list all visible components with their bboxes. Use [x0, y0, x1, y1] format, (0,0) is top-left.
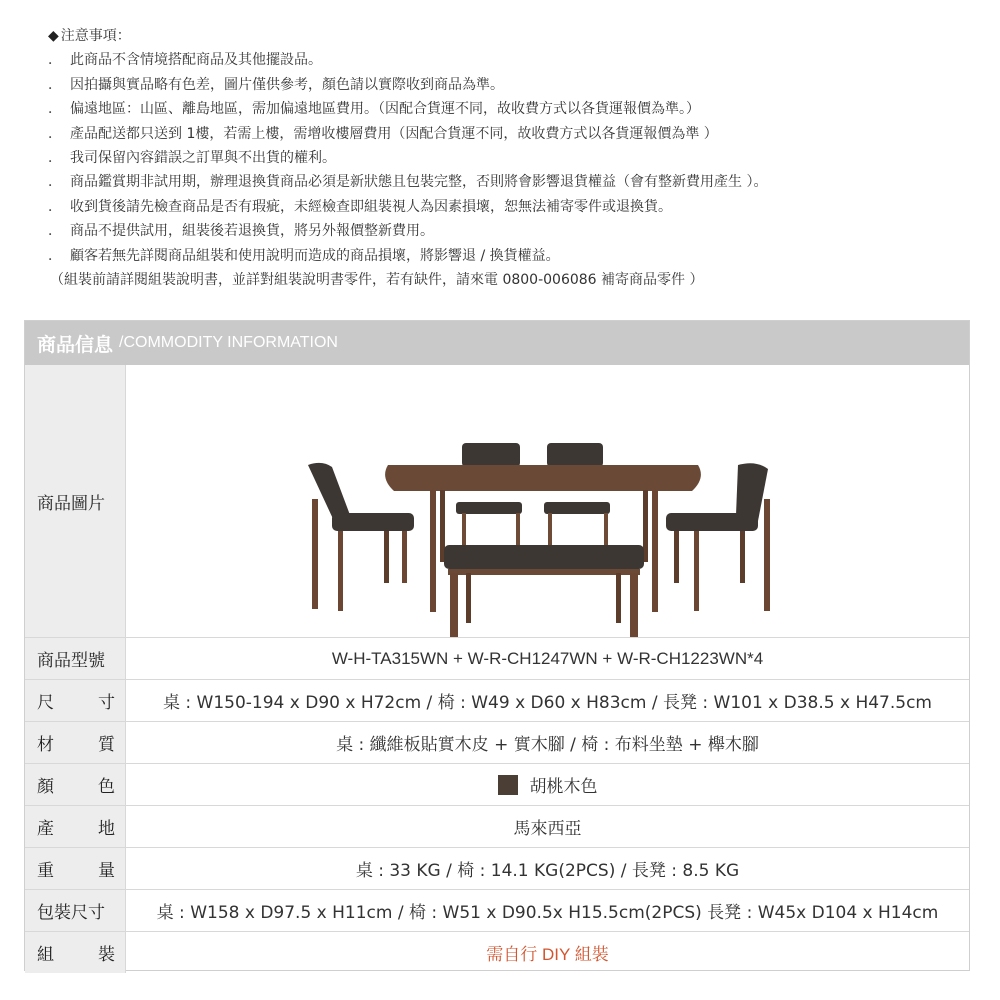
table-row: [25, 679, 969, 721]
color-name: 胡桃木色: [529, 777, 598, 797]
notes-item-text: 產品配送都只送到 1樓，若需上樓，需增收樓層費用（因配合貨運不同，故收費方式以各貨運報價為準 ）: [70, 125, 718, 142]
bullet: ．: [48, 76, 62, 93]
label-char: 質: [98, 735, 115, 755]
label-char: 寸: [98, 693, 115, 713]
bullet: ．: [48, 52, 62, 69]
bullet: ．: [48, 125, 62, 142]
product-image-row: [25, 365, 969, 637]
table-title: 商品信息: [37, 333, 114, 356]
notes-item: [42, 219, 982, 243]
table-row: [25, 763, 969, 805]
label-char: 量: [98, 861, 115, 881]
table-row: [25, 847, 969, 889]
notes-item: [42, 73, 982, 97]
product-image: [126, 365, 970, 637]
origin-value: 馬來西亞: [513, 819, 582, 839]
label-char: 尺: [37, 693, 54, 713]
notes-item-text: 此商品不含情境搭配商品及其他擺設品。: [70, 52, 322, 69]
notes-section: [42, 24, 982, 292]
label-char: 產: [37, 819, 54, 839]
table-row: [25, 931, 969, 973]
notes-item: [42, 195, 982, 219]
notes-item-text: 收到貨後請先檢查商品是否有瑕疵，未經檢查即組裝視人為因素損壞，恕無法補寄零件或退換貨。: [70, 198, 672, 215]
row-label: [25, 806, 126, 847]
bullet: ．: [48, 247, 62, 264]
table-row: [25, 637, 969, 679]
label-char: 色: [98, 777, 115, 797]
diamond-icon: ◆: [48, 28, 59, 44]
bullet: ．: [48, 223, 62, 240]
label-char: 材: [37, 735, 54, 755]
package-size-value: 桌 : W158 x D97.5 x H11cm / 椅 : W51 x D90.5x H15.5cm(2PCS) 長凳 : W45x D104 x H14cm: [156, 903, 939, 923]
notes-item: [42, 146, 982, 170]
assembly-note: （組裝前請詳閱組裝說明書，並詳對組裝說明書零件，若有缺件，請來電 0800-006086 補寄商品零件 ）: [50, 272, 704, 289]
notes-item: [42, 244, 982, 268]
material-value: 桌 : 纖維板貼實木皮 + 實木腳 / 椅 : 布料坐墊 + 櫸木腳: [336, 735, 759, 755]
table-header: [25, 321, 969, 365]
assembly-value: 需自行 DIY 組裝: [486, 945, 609, 964]
notes-item-text: 偏遠地區：山區、離島地區，需加偏遠地區費用。（因配合貨運不同，故收費方式以各貨運報價為準。）: [70, 101, 700, 118]
dining-set-illustration: [126, 365, 970, 637]
table-row: [25, 805, 969, 847]
weight-value: 桌 : 33 KG / 椅 : 14.1 KG(2PCS) / 長凳 : 8.5 KG: [355, 861, 740, 881]
color-swatch: [498, 775, 518, 795]
table-row: [25, 721, 969, 763]
notes-item-text: 因拍攝與實品略有色差，圖片僅供參考，顏色請以實際收到商品為準。: [70, 76, 504, 93]
bullet: ．: [48, 198, 62, 215]
label-char: 地: [98, 819, 115, 839]
bullet: ．: [48, 174, 62, 191]
notes-item: [42, 122, 982, 146]
commodity-info-table: [24, 320, 970, 971]
row-label: 商品型號: [25, 638, 126, 679]
notes-item: [42, 97, 982, 121]
notes-item-text: 顧客若無先詳閱商品組裝和使用說明而造成的商品損壞，將影響退 / 換貨權益。: [70, 247, 560, 264]
row-label: 包裝尺寸: [25, 890, 126, 931]
table-row: [25, 889, 969, 931]
notes-title: [42, 24, 982, 48]
row-label: [25, 764, 126, 805]
row-label: [25, 932, 126, 973]
notes-item-text: 商品鑑賞期非試用期，辦理退換貨商品必須是新狀態且包裝完整，否則將會影響退貨權益（會有整新費用產生 ）。: [70, 174, 768, 191]
label-char: 重: [37, 861, 54, 881]
notes-item-text: 商品不提供試用，組裝後若退換貨，將另外報價整新費用。: [70, 223, 434, 240]
row-label: 商品圖片: [25, 365, 126, 637]
row-label: [25, 680, 126, 721]
size-value: 桌 : W150-194 x D90 x H72cm / 椅 : W49 x D60 x H83cm / 長凳 : W101 x D38.5 x H47.5cm: [163, 693, 932, 713]
bullet: ．: [48, 150, 62, 167]
notes-item-text: 我司保留內容錯誤之訂單與不出貨的權利。: [70, 150, 336, 167]
label-char: 裝: [98, 945, 115, 965]
color-value: [126, 764, 969, 805]
notes-title-text: 注意事項：: [60, 28, 131, 44]
label-char: 組: [37, 945, 54, 965]
bullet: ．: [48, 101, 62, 118]
notes-item: [42, 48, 982, 72]
table-subtitle: /COMMODITY INFORMATION: [119, 334, 338, 351]
table: [385, 465, 701, 612]
label-char: 顏: [37, 777, 54, 797]
notes-item: [42, 170, 982, 194]
model-value: W-H-TA315WN + W-R-CH1247WN + W-R-CH1223WN*4: [331, 648, 764, 668]
row-label: [25, 848, 126, 889]
row-label: [25, 722, 126, 763]
bench: [444, 545, 644, 637]
